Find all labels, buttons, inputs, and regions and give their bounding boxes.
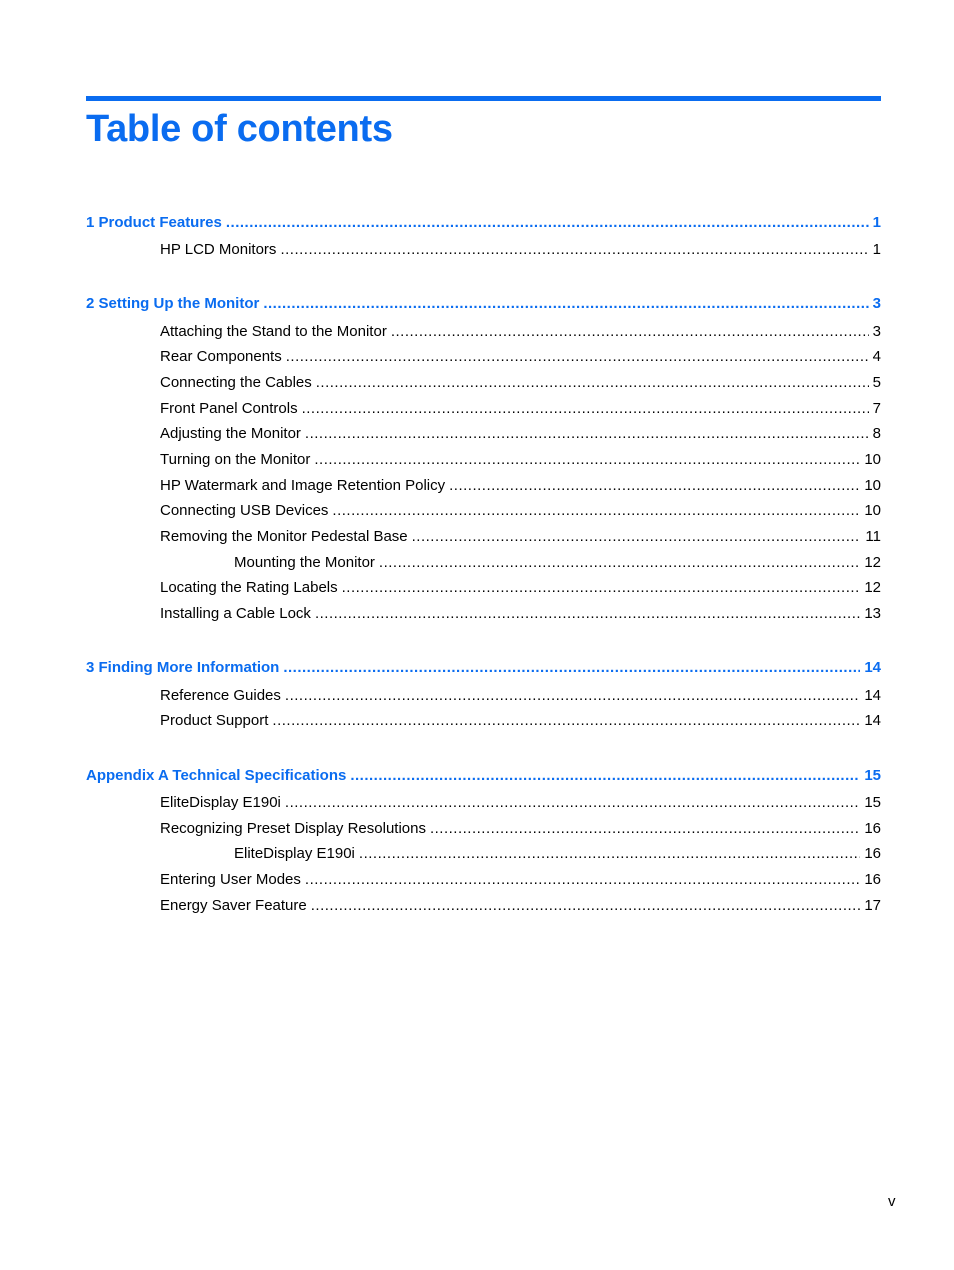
toc-entry[interactable] xyxy=(160,711,881,731)
toc-label: Recognizing Preset Display Resolutions xyxy=(160,820,426,837)
toc-appendix-a[interactable] xyxy=(86,766,881,786)
dot-leader xyxy=(283,658,860,678)
toc-label: Energy Saver Feature xyxy=(160,897,307,914)
toc-chapter-3[interactable] xyxy=(86,658,881,678)
dot-leader xyxy=(350,766,860,786)
toc-entry[interactable] xyxy=(160,373,881,393)
toc-entry[interactable] xyxy=(160,870,881,890)
toc-page: 5 xyxy=(872,374,881,391)
toc-page: 3 xyxy=(872,295,881,312)
toc-label: Reference Guides xyxy=(160,687,281,704)
dot-leader xyxy=(285,793,860,813)
dot-leader xyxy=(280,240,868,260)
toc-page: 12 xyxy=(864,554,881,571)
toc-label: Appendix A Technical Specifications xyxy=(86,767,347,784)
toc-label: HP LCD Monitors xyxy=(160,241,277,258)
toc-entry[interactable] xyxy=(160,347,881,367)
toc-entry[interactable] xyxy=(160,399,881,419)
dot-leader xyxy=(263,294,868,314)
dot-leader xyxy=(305,424,869,444)
dot-leader xyxy=(315,604,860,624)
toc-entry[interactable] xyxy=(160,501,881,521)
dot-leader xyxy=(449,476,860,496)
dot-leader xyxy=(302,399,869,419)
toc-label: EliteDisplay E190i xyxy=(234,845,355,862)
toc-page: 1 xyxy=(872,241,881,258)
toc-label: 2 Setting Up the Monitor xyxy=(86,295,260,312)
toc-entry[interactable] xyxy=(160,476,881,496)
toc-page: 1 xyxy=(872,214,881,231)
toc-entry[interactable] xyxy=(160,819,881,839)
toc-label: Adjusting the Monitor xyxy=(160,425,301,442)
dot-leader xyxy=(316,373,869,393)
dot-leader xyxy=(332,501,860,521)
toc-page: 14 xyxy=(864,687,881,704)
toc-entry[interactable] xyxy=(160,240,881,260)
toc-page: 16 xyxy=(864,820,881,837)
dot-leader xyxy=(285,686,860,706)
dot-leader xyxy=(311,896,861,916)
toc-entry[interactable] xyxy=(160,578,881,598)
toc-label: Connecting the Cables xyxy=(160,374,312,391)
toc-page: 14 xyxy=(864,659,881,676)
toc-chapter-1[interactable] xyxy=(86,213,881,233)
dot-leader xyxy=(226,213,869,233)
toc-label: 1 Product Features xyxy=(86,214,222,231)
dot-leader xyxy=(286,347,869,367)
toc-entry[interactable] xyxy=(160,424,881,444)
toc-entry[interactable] xyxy=(160,450,881,470)
toc-label: Installing a Cable Lock xyxy=(160,605,311,622)
toc-entry[interactable] xyxy=(160,686,881,706)
toc-page: 16 xyxy=(864,871,881,888)
toc-page: 11 xyxy=(865,528,881,545)
dot-leader xyxy=(430,819,860,839)
toc-page: 14 xyxy=(864,712,881,729)
toc-page: 15 xyxy=(864,794,881,811)
toc-subentry[interactable] xyxy=(234,553,881,573)
dot-leader xyxy=(272,711,860,731)
toc-page: 13 xyxy=(864,605,881,622)
toc-page: 15 xyxy=(864,767,881,784)
toc-label: Front Panel Controls xyxy=(160,400,298,417)
toc-label: Attaching the Stand to the Monitor xyxy=(160,323,387,340)
toc-label: 3 Finding More Information xyxy=(86,659,280,676)
toc-page: 10 xyxy=(864,477,881,494)
toc-subentry[interactable] xyxy=(234,844,881,864)
toc-label: Turning on the Monitor xyxy=(160,451,311,468)
dot-leader xyxy=(412,527,862,547)
toc-entry[interactable] xyxy=(160,322,881,342)
dot-leader xyxy=(359,844,860,864)
toc-page: 10 xyxy=(864,502,881,519)
dot-leader xyxy=(379,553,860,573)
dot-leader xyxy=(305,870,860,890)
toc-label: Entering User Modes xyxy=(160,871,301,888)
toc-page: 12 xyxy=(864,579,881,596)
toc-label: Product Support xyxy=(160,712,269,729)
toc-page: 16 xyxy=(864,845,881,862)
toc-label: Rear Components xyxy=(160,348,282,365)
page-title: Table of contents xyxy=(86,108,393,150)
toc-page: 4 xyxy=(872,348,881,365)
toc-entry[interactable] xyxy=(160,527,881,547)
toc-page: 3 xyxy=(872,323,881,340)
toc-label: Mounting the Monitor xyxy=(234,554,375,571)
toc-label: Removing the Monitor Pedestal Base xyxy=(160,528,408,545)
toc-label: Connecting USB Devices xyxy=(160,502,329,519)
toc-entry[interactable] xyxy=(160,793,881,813)
toc-page: 10 xyxy=(864,451,881,468)
title-rule xyxy=(86,96,881,101)
toc-page: 8 xyxy=(872,425,881,442)
toc-label: Locating the Rating Labels xyxy=(160,579,338,596)
toc-label: HP Watermark and Image Retention Policy xyxy=(160,477,446,494)
dot-leader xyxy=(314,450,860,470)
dot-leader xyxy=(342,578,861,598)
toc-entry[interactable] xyxy=(160,604,881,624)
toc-chapter-2[interactable] xyxy=(86,294,881,314)
dot-leader xyxy=(391,322,869,342)
page-folio: v xyxy=(888,1193,896,1210)
toc-page: 17 xyxy=(864,897,881,914)
toc-entry[interactable] xyxy=(160,896,881,916)
toc-label: EliteDisplay E190i xyxy=(160,794,281,811)
toc-page: 7 xyxy=(872,400,881,417)
